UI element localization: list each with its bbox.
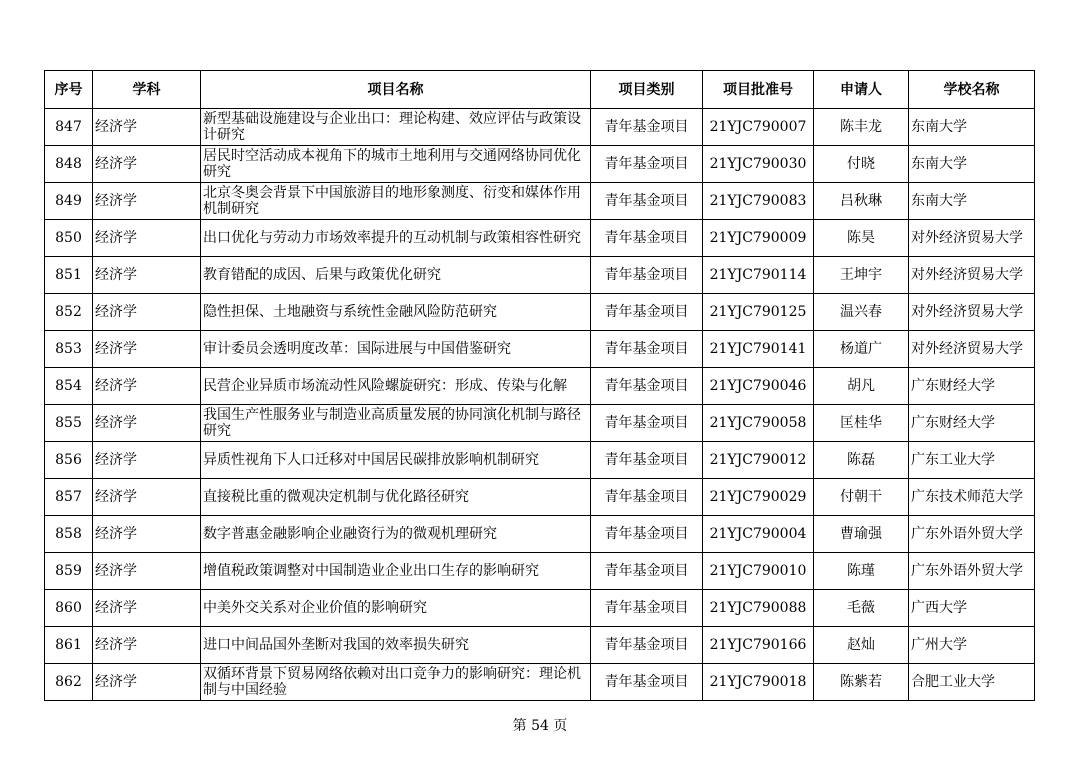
row-number: 859: [45, 553, 93, 590]
school-cell: 广东技术师范大学: [909, 479, 1035, 516]
approval-code-cell: 21YJC790114: [703, 257, 814, 294]
school-cell: 东南大学: [909, 146, 1035, 183]
project-title-cell: 新型基础设施建设与企业出口：理论构建、效应评估与政策设计研究: [201, 109, 591, 146]
table-row: [45, 331, 1035, 368]
table-row: [45, 405, 1035, 442]
school-cell: 广东外语外贸大学: [909, 553, 1035, 590]
project-table: [44, 70, 1035, 701]
school-cell: 东南大学: [909, 183, 1035, 220]
school-cell: 对外经济贸易大学: [909, 331, 1035, 368]
table-row: [45, 664, 1035, 701]
approval-code-cell: 21YJC790030: [703, 146, 814, 183]
project-type-cell: 青年基金项目: [591, 590, 703, 627]
row-number: 860: [45, 590, 93, 627]
project-type-cell: 青年基金项目: [591, 405, 703, 442]
table-row: [45, 220, 1035, 257]
subject-cell: 经济学: [93, 257, 201, 294]
applicant-cell: 赵灿: [814, 627, 909, 664]
project-title-cell: 北京冬奥会背景下中国旅游目的地形象测度、衍变和媒体作用机制研究: [201, 183, 591, 220]
subject-cell: 经济学: [93, 368, 201, 405]
approval-code-cell: 21YJC790141: [703, 331, 814, 368]
project-title-cell: 我国生产性服务业与制造业高质量发展的协同演化机制与路径研究: [201, 405, 591, 442]
page-number: 第 54 页: [512, 718, 568, 734]
school-cell: 广东财经大学: [909, 368, 1035, 405]
table-row: [45, 294, 1035, 331]
table-row: [45, 627, 1035, 664]
header-code: 项目批准号: [703, 71, 814, 109]
project-type-cell: 青年基金项目: [591, 479, 703, 516]
project-title-cell: 增值税政策调整对中国制造业企业出口生存的影响研究: [201, 553, 591, 590]
school-cell: 广西大学: [909, 590, 1035, 627]
project-type-cell: 青年基金项目: [591, 331, 703, 368]
row-number: 852: [45, 294, 93, 331]
table-row: [45, 553, 1035, 590]
project-title-cell: 民营企业异质市场流动性风险螺旋研究：形成、传染与化解: [201, 368, 591, 405]
row-number: 851: [45, 257, 93, 294]
project-title-cell: 中美外交关系对企业价值的影响研究: [201, 590, 591, 627]
school-cell: 对外经济贸易大学: [909, 294, 1035, 331]
table-row: [45, 109, 1035, 146]
row-number: 848: [45, 146, 93, 183]
project-title-cell: 进口中间品国外垄断对我国的效率损失研究: [201, 627, 591, 664]
project-type-cell: 青年基金项目: [591, 627, 703, 664]
header-person: 申请人: [814, 71, 909, 109]
header-num: 序号: [45, 71, 93, 109]
row-number: 855: [45, 405, 93, 442]
school-cell: 广东财经大学: [909, 405, 1035, 442]
subject-cell: 经济学: [93, 109, 201, 146]
applicant-cell: 陈紫若: [814, 664, 909, 701]
table-body: [45, 109, 1035, 701]
project-title-cell: 直接税比重的微观决定机制与优化路径研究: [201, 479, 591, 516]
approval-code-cell: 21YJC790012: [703, 442, 814, 479]
project-type-cell: 青年基金项目: [591, 146, 703, 183]
row-number: 861: [45, 627, 93, 664]
approval-code-cell: 21YJC790046: [703, 368, 814, 405]
subject-cell: 经济学: [93, 331, 201, 368]
applicant-cell: 吕秋琳: [814, 183, 909, 220]
school-cell: 广东外语外贸大学: [909, 516, 1035, 553]
project-type-cell: 青年基金项目: [591, 109, 703, 146]
subject-cell: 经济学: [93, 146, 201, 183]
table-row: [45, 516, 1035, 553]
approval-code-cell: 21YJC790007: [703, 109, 814, 146]
subject-cell: 经济学: [93, 294, 201, 331]
approval-code-cell: 21YJC790009: [703, 220, 814, 257]
subject-cell: 经济学: [93, 442, 201, 479]
row-number: 857: [45, 479, 93, 516]
school-cell: 广东工业大学: [909, 442, 1035, 479]
school-cell: 广州大学: [909, 627, 1035, 664]
header-type: 项目类别: [591, 71, 703, 109]
table-row: [45, 442, 1035, 479]
subject-cell: 经济学: [93, 479, 201, 516]
project-type-cell: 青年基金项目: [591, 516, 703, 553]
school-cell: 东南大学: [909, 109, 1035, 146]
table-row: [45, 183, 1035, 220]
approval-code-cell: 21YJC790029: [703, 479, 814, 516]
applicant-cell: 曹瑜强: [814, 516, 909, 553]
subject-cell: 经济学: [93, 183, 201, 220]
project-title-cell: 审计委员会透明度改革：国际进展与中国借鉴研究: [201, 331, 591, 368]
approval-code-cell: 21YJC790125: [703, 294, 814, 331]
subject-cell: 经济学: [93, 220, 201, 257]
project-title-cell: 居民时空活动成本视角下的城市土地利用与交通网络协同优化研究: [201, 146, 591, 183]
table-row: [45, 146, 1035, 183]
header-school: 学校名称: [909, 71, 1035, 109]
approval-code-cell: 21YJC790018: [703, 664, 814, 701]
row-number: 854: [45, 368, 93, 405]
school-cell: 对外经济贸易大学: [909, 220, 1035, 257]
subject-cell: 经济学: [93, 664, 201, 701]
project-title-cell: 数字普惠金融影响企业融资行为的微观机理研究: [201, 516, 591, 553]
applicant-cell: 陈磊: [814, 442, 909, 479]
project-title-cell: 异质性视角下人口迁移对中国居民碳排放影响机制研究: [201, 442, 591, 479]
school-cell: 对外经济贸易大学: [909, 257, 1035, 294]
row-number: 862: [45, 664, 93, 701]
project-title-cell: 双循环背景下贸易网络依赖对出口竞争力的影响研究：理论机制与中国经验: [201, 664, 591, 701]
project-type-cell: 青年基金项目: [591, 220, 703, 257]
project-type-cell: 青年基金项目: [591, 368, 703, 405]
applicant-cell: 陈瑾: [814, 553, 909, 590]
applicant-cell: 匡桂华: [814, 405, 909, 442]
row-number: 849: [45, 183, 93, 220]
project-title-cell: 教育错配的成因、后果与政策优化研究: [201, 257, 591, 294]
applicant-cell: 陈丰龙: [814, 109, 909, 146]
row-number: 858: [45, 516, 93, 553]
applicant-cell: 毛薇: [814, 590, 909, 627]
approval-code-cell: 21YJC790010: [703, 553, 814, 590]
row-number: 850: [45, 220, 93, 257]
subject-cell: 经济学: [93, 590, 201, 627]
approval-code-cell: 21YJC790083: [703, 183, 814, 220]
applicant-cell: 付朝干: [814, 479, 909, 516]
project-type-cell: 青年基金项目: [591, 664, 703, 701]
applicant-cell: 王坤宇: [814, 257, 909, 294]
project-title-cell: 出口优化与劳动力市场效率提升的互动机制与政策相容性研究: [201, 220, 591, 257]
project-title-cell: 隐性担保、土地融资与系统性金融风险防范研究: [201, 294, 591, 331]
approval-code-cell: 21YJC790166: [703, 627, 814, 664]
applicant-cell: 杨道广: [814, 331, 909, 368]
applicant-cell: 胡凡: [814, 368, 909, 405]
subject-cell: 经济学: [93, 405, 201, 442]
table-header-row: [45, 71, 1035, 109]
table-row: [45, 257, 1035, 294]
project-type-cell: 青年基金项目: [591, 183, 703, 220]
project-type-cell: 青年基金项目: [591, 442, 703, 479]
subject-cell: 经济学: [93, 627, 201, 664]
table-row: [45, 368, 1035, 405]
applicant-cell: 陈昊: [814, 220, 909, 257]
subject-cell: 经济学: [93, 516, 201, 553]
row-number: 853: [45, 331, 93, 368]
subject-cell: 经济学: [93, 553, 201, 590]
header-title: 项目名称: [201, 71, 591, 109]
header-subject: 学科: [93, 71, 201, 109]
project-type-cell: 青年基金项目: [591, 257, 703, 294]
approval-code-cell: 21YJC790088: [703, 590, 814, 627]
project-type-cell: 青年基金项目: [591, 294, 703, 331]
applicant-cell: 付晓: [814, 146, 909, 183]
project-type-cell: 青年基金项目: [591, 553, 703, 590]
table-row: [45, 590, 1035, 627]
applicant-cell: 温兴春: [814, 294, 909, 331]
row-number: 856: [45, 442, 93, 479]
approval-code-cell: 21YJC790004: [703, 516, 814, 553]
row-number: 847: [45, 109, 93, 146]
table-row: [45, 479, 1035, 516]
school-cell: 合肥工业大学: [909, 664, 1035, 701]
approval-code-cell: 21YJC790058: [703, 405, 814, 442]
